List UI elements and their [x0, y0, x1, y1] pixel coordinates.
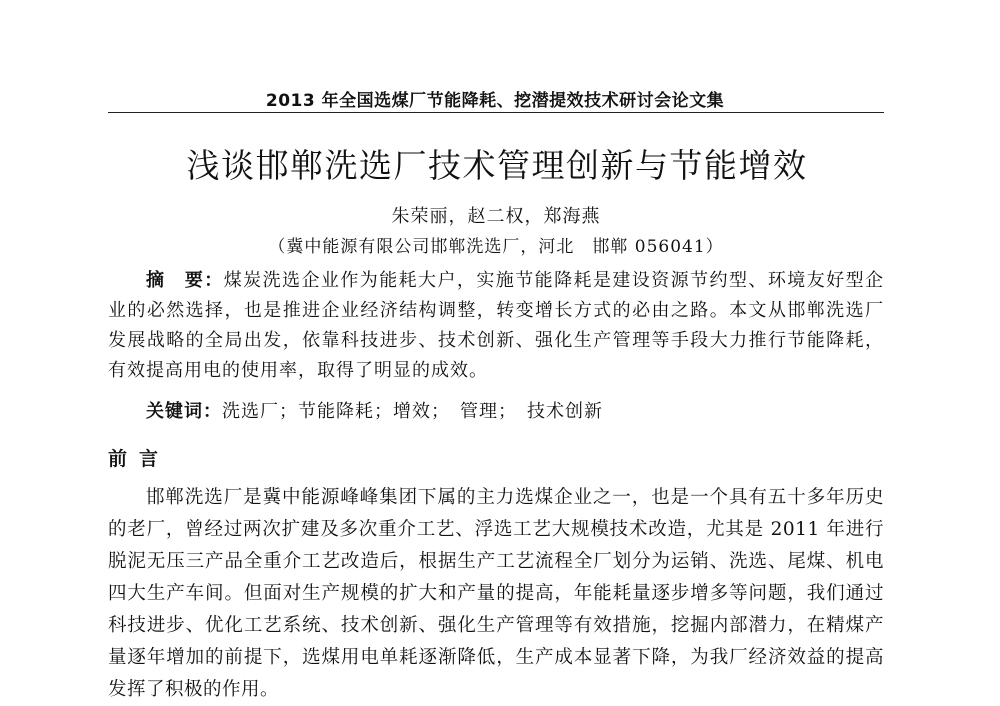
affiliation: （冀中能源有限公司邯郸洗选厂，河北 邯郸 056041） — [268, 237, 724, 257]
header-rule — [108, 112, 884, 113]
paper-title: 浅谈邯郸洗选厂技术管理创新与节能增效 — [186, 146, 808, 185]
journal-header: 2013 年全国选煤厂节能降耗、挖潜提效技术研讨会论文集 — [265, 91, 725, 111]
keywords-label: 关键词： — [146, 401, 222, 422]
abstract-label: 摘 要： — [146, 270, 224, 291]
keywords — [146, 397, 886, 423]
abstract-text: 煤炭洗选企业作为能耗大户，实施节能降耗是建设资源节约型、环境友好型企业的必然选择，也是推进企业经济结构调整，转变增长方式的必由之路。本文从邯郸洗选厂发展战略的全局出发，依靠科技进步、技术创新、强化生产管理等手段大力推行节能降耗，有效提高用电的使用率，取得了明显的成效。 — [108, 270, 885, 381]
abstract — [108, 266, 884, 386]
keywords-text: 洗选厂；节能降耗；增效； 管理； 技术创新 — [222, 401, 603, 422]
body-paragraph: 邯郸洗选厂是冀中能源峰峰集团下属的主力选煤企业之一，也是一个具有五十多年历史的老厂，曾经过两次扩建及多次重介工艺、浮选工艺大规模技术改造，尤其是 2011 年进行脱泥无压三产品全重介工艺改造后，根据生产工艺流程全厂划分为运销、洗选、尾煤、机电四大生产车间。但面对生产规模的扩大和产量的提高，年能耗量逐步增多等问题，我们通过科技进步、优化工艺系统、技术创新、强化生产管理等有效措施，挖掘内部潜力，在精煤产量逐年增加的前提下，选煤用电单耗逐渐降低，生产成本显著下降，为我厂经济效益的提高发挥了积极的作用。 — [108, 487, 884, 700]
authors: 朱荣丽，赵二权，郑海燕 — [391, 206, 601, 227]
section-heading: 前言 — [108, 448, 171, 470]
